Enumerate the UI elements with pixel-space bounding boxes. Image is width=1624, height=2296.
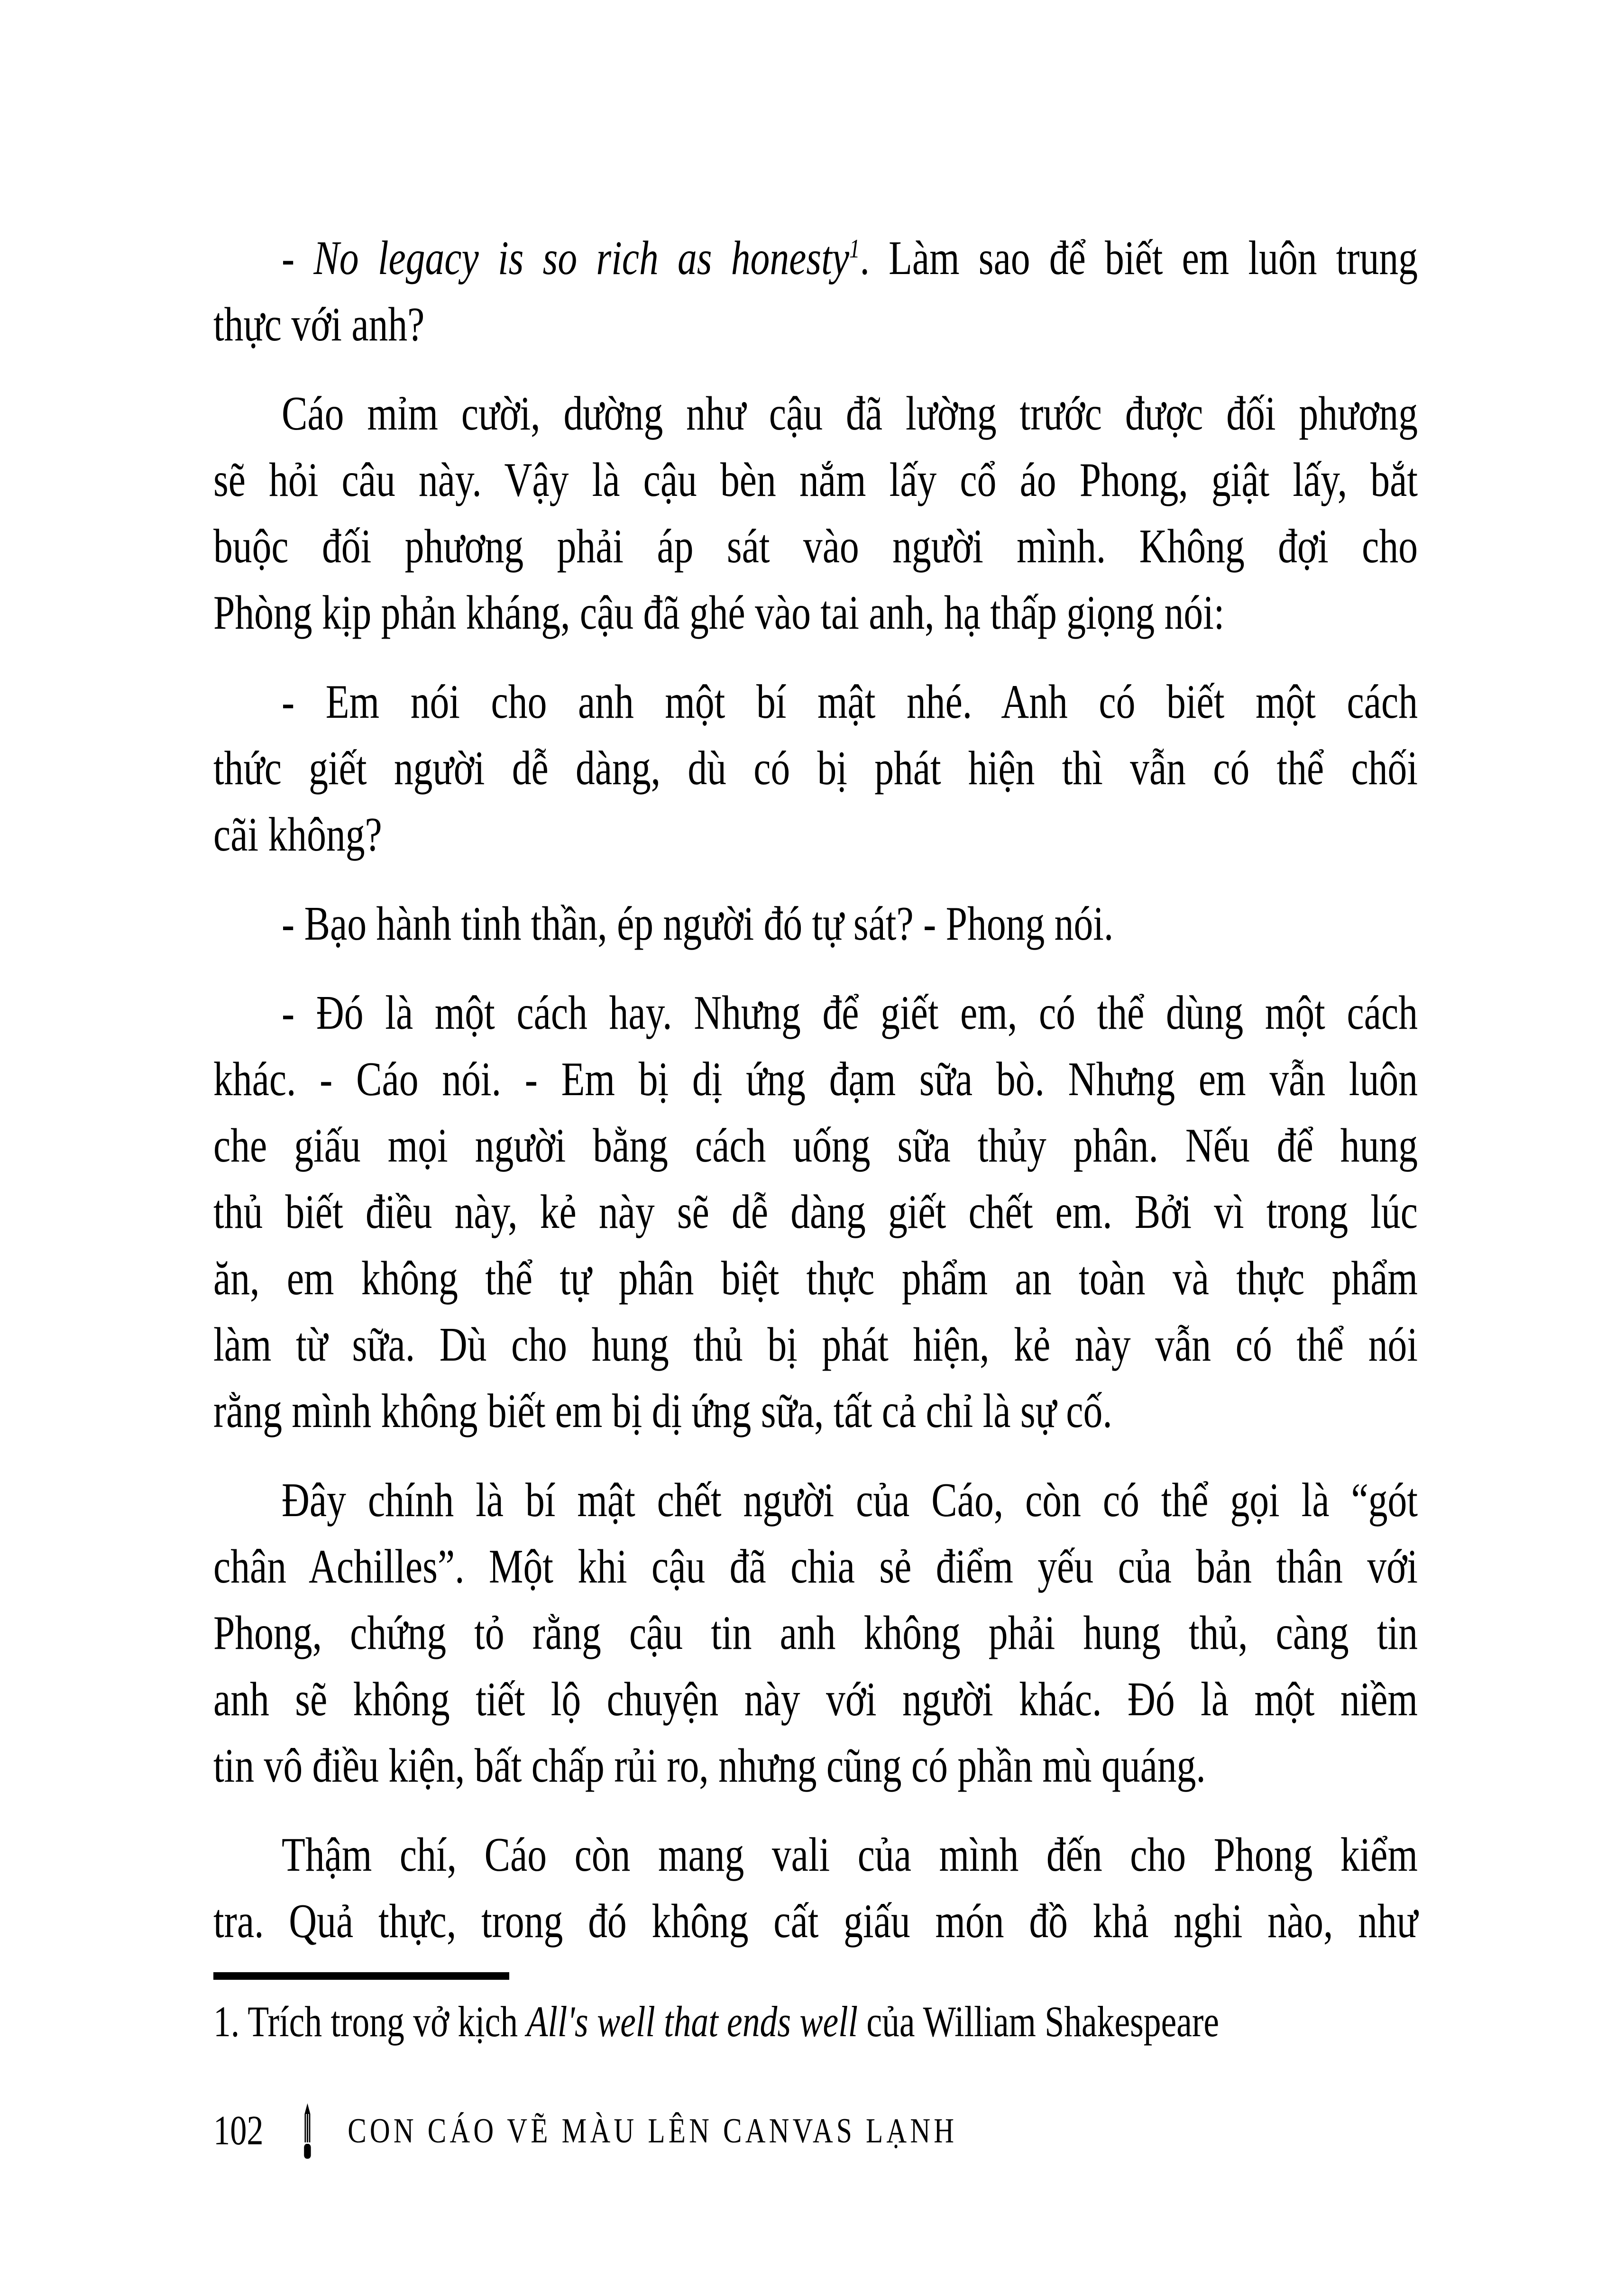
text-line xyxy=(213,1378,1418,1445)
text-line xyxy=(213,1113,1418,1179)
text-segment: - Em nói cho anh một bí mật nhé. Anh có biết một cách xyxy=(282,675,1418,729)
paintbrush-icon xyxy=(301,2103,314,2159)
text-line xyxy=(213,891,1418,957)
text-segment: 1 xyxy=(849,234,860,264)
text-line xyxy=(213,980,1418,1046)
paragraph xyxy=(213,891,1418,957)
text-segment: tra. Quả thực, trong đó không cất giấu món đồ khả nghi nào, như xyxy=(213,1894,1418,1948)
text-segment: Cáo mỉm cười, dường như cậu đã lường trước được đối phương xyxy=(282,387,1418,440)
text-segment: buộc đối phương phải áp sát vào người mình. Không đợi cho xyxy=(213,520,1418,573)
text-line xyxy=(213,292,1418,358)
text-segment: Đây chính là bí mật chết người của Cáo, còn có thể gọi là “gót xyxy=(282,1473,1418,1527)
text-segment: chân Achilles”. Một khi cậu đã chia sẻ điểm yếu của bản thân với xyxy=(213,1540,1418,1593)
page-number: 102 xyxy=(213,2108,264,2154)
text-segment: khác. - Cáo nói. - Em bị dị ứng đạm sữa bò. Nhưng em vẫn luôn xyxy=(213,1052,1418,1106)
text-segment: cãi không? xyxy=(213,808,382,861)
text-segment: Phòng kịp phản kháng, cậu đã ghé vào tai anh, hạ thấp giọng nói: xyxy=(213,586,1225,640)
text-segment: - No legacy is so rich as honesty xyxy=(282,231,850,285)
text-segment: thủ biết điều này, kẻ này sẽ dễ dàng giết chết em. Bởi vì trong lúc xyxy=(213,1185,1418,1239)
text-segment: làm từ sữa. Dù cho hung thủ bị phát hiện, kẻ này vẫn có thể nói xyxy=(213,1318,1418,1372)
text-segment: của William Shakespeare xyxy=(858,1997,1220,2046)
text-segment: 1. Trích trong vở kịch xyxy=(213,1997,527,2046)
paragraph xyxy=(213,1467,1418,1799)
text-line xyxy=(213,513,1418,580)
page-footer xyxy=(213,2095,1418,2167)
text-segment: . Làm sao để biết em luôn trung xyxy=(860,231,1418,285)
text-segment: rằng mình không biết em bị dị ứng sữa, tất cả chỉ là sự cố. xyxy=(213,1384,1112,1438)
paragraph xyxy=(213,381,1418,646)
text-line xyxy=(213,1733,1418,1799)
paragraph xyxy=(213,225,1418,358)
text-line xyxy=(213,1179,1418,1245)
text-segment: - Bạo hành tinh thần, ép người đó tự sát? - Phong nói. xyxy=(282,897,1114,951)
text-line xyxy=(213,1822,1418,1888)
text-line xyxy=(213,381,1418,447)
text-segment: All's well that ends well xyxy=(526,1997,858,2046)
text-segment: che giấu mọi người bằng cách uống sữa thủy phân. Nếu để hung xyxy=(213,1119,1418,1172)
text-line xyxy=(213,802,1418,868)
text-line xyxy=(213,669,1418,735)
footnote-text xyxy=(213,1994,1418,2049)
text-line xyxy=(213,580,1418,646)
paragraph xyxy=(213,980,1418,1445)
text-line xyxy=(213,1888,1418,1955)
text-segment: anh sẽ không tiết lộ chuyện này với người khác. Đó là một niềm xyxy=(213,1673,1418,1726)
text-line xyxy=(213,225,1418,292)
paragraph xyxy=(213,1822,1418,1955)
text-segment: sẽ hỏi câu này. Vậy là cậu bèn nắm lấy cổ áo Phong, giật lấy, bắt xyxy=(213,453,1418,507)
text-line xyxy=(213,447,1418,513)
text-segment: thực với anh? xyxy=(213,298,425,351)
paragraph xyxy=(213,669,1418,868)
text-line xyxy=(213,1534,1418,1600)
text-line xyxy=(213,1245,1418,1312)
footnote-separator-rule xyxy=(213,1972,509,1980)
text-segment: thức giết người dễ dàng, dù có bị phát hiện thì vẫn có thể chối xyxy=(213,741,1418,795)
text-segment: - Đó là một cách hay. Nhưng để giết em, có thể dùng một cách xyxy=(282,986,1418,1040)
book-title: CON CÁO VẼ MÀU LÊN CANVAS LẠNH xyxy=(348,2112,958,2150)
text-line xyxy=(213,1467,1418,1534)
text-line xyxy=(213,1600,1418,1666)
text-line xyxy=(213,1312,1418,1378)
text-line xyxy=(213,1666,1418,1733)
text-segment: ăn, em không thể tự phân biệt thực phẩm an toàn và thực phẩm xyxy=(213,1252,1418,1305)
body-text xyxy=(213,225,1418,1955)
text-line xyxy=(213,1046,1418,1113)
text-segment: tin vô điều kiện, bất chấp rủi ro, nhưng cũng có phần mù quáng. xyxy=(213,1739,1206,1793)
page-content xyxy=(213,0,1418,2296)
text-segment: Thậm chí, Cáo còn mang vali của mình đến cho Phong kiểm xyxy=(282,1828,1418,1882)
text-segment: Phong, chứng tỏ rằng cậu tin anh không phải hung thủ, càng tin xyxy=(213,1606,1418,1660)
text-line xyxy=(213,735,1418,802)
